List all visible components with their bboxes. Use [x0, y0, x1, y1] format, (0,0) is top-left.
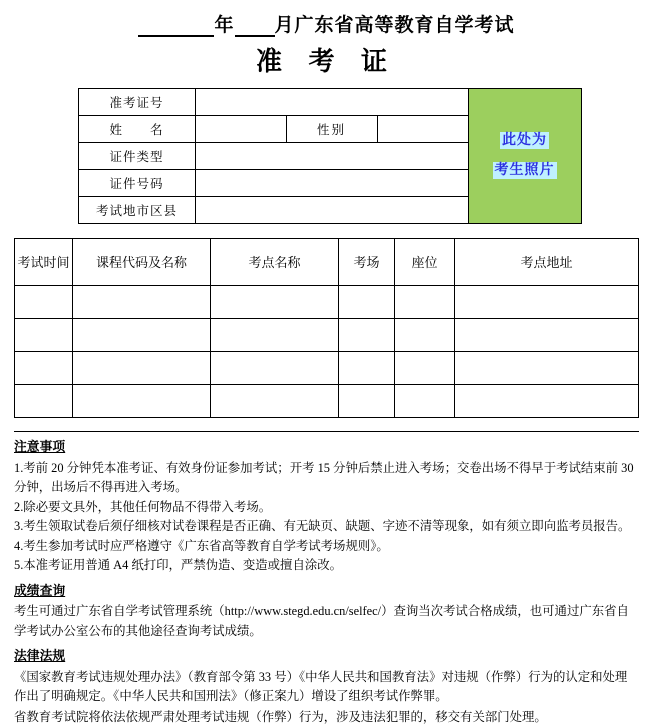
- cell-site-address[interactable]: [455, 286, 639, 319]
- law-paragraph: 《国家教育考试违规处理办法》（教育部令第 33 号）《中华人民共和国教育法》对违规（作弊）行为的认定和处理作出了明确规定。《中华人民共和国刑法》（修正案九）增设了组织考试作弊罪。: [14, 668, 639, 707]
- cell-room[interactable]: [339, 352, 395, 385]
- header-site-name: 考点名称: [211, 239, 339, 286]
- label-exam-region: 考试地市区县: [78, 197, 195, 224]
- cell-exam-time[interactable]: [15, 319, 73, 352]
- cell-course[interactable]: [73, 319, 211, 352]
- label-sex: 性别: [286, 116, 377, 143]
- header-year-unit: 年: [214, 15, 234, 36]
- note-item: 3.考生领取试卷后须仔细核对试卷课程是否正确、有无缺页、缺题、字迹不清等现象，如有须立即向监考员报告。: [14, 517, 639, 537]
- table-row: [15, 385, 639, 418]
- header-exam-time: 考试时间: [15, 239, 73, 286]
- cell-exam-time[interactable]: [15, 385, 73, 418]
- value-id-number[interactable]: [195, 170, 468, 197]
- score-query-title: 成绩查询: [14, 582, 639, 602]
- header-room: 考场: [339, 239, 395, 286]
- notes-title: 注意事项: [14, 438, 639, 458]
- value-sex[interactable]: [377, 116, 468, 143]
- admission-ticket-page: [0, 10, 653, 717]
- value-exam-region[interactable]: [195, 197, 468, 224]
- exam-table-header-row: [15, 239, 639, 286]
- cell-site-name[interactable]: [211, 319, 339, 352]
- cell-room[interactable]: [339, 319, 395, 352]
- law-title: 法律法规: [14, 647, 639, 667]
- note-item: 5.本准考证用普通 A4 纸打印，严禁伪造、变造或擅自涂改。: [14, 556, 639, 576]
- note-item: 4.考生参加考试时应严格遵守《广东省高等教育自学考试考场规则》。: [14, 537, 639, 557]
- cell-exam-time[interactable]: [15, 352, 73, 385]
- cell-course[interactable]: [73, 286, 211, 319]
- page-title: 准 考 证: [14, 41, 639, 78]
- info-table-wrap: [14, 88, 639, 224]
- header-seat: 座位: [395, 239, 455, 286]
- cell-seat[interactable]: [395, 319, 455, 352]
- score-query-text: 考生可通过广东省自学考试管理系统（http://www.stegd.edu.cn/selfec/）查询当次考试合格成绩，也可通过广东省自学考试办公室公布的其他途径查询考试成绩。: [14, 602, 639, 641]
- table-row: [15, 319, 639, 352]
- notes-section: [14, 431, 639, 727]
- table-row: [15, 286, 639, 319]
- cell-room[interactable]: [339, 286, 395, 319]
- photo-line2-text: 考生照片: [493, 162, 557, 179]
- photo-placeholder: [468, 89, 581, 224]
- header-line-1-text: 月广东省高等教育自学考试: [275, 15, 515, 36]
- cell-course[interactable]: [73, 352, 211, 385]
- law-paragraph: 省教育考试院将依法依规严肃处理考试违规（作弊）行为，涉及违法犯罪的，移交有关部门处理。: [14, 708, 639, 727]
- exam-schedule-table: [14, 238, 639, 418]
- value-ticket-number[interactable]: [195, 89, 468, 116]
- month-blank: [235, 18, 275, 37]
- cell-course[interactable]: [73, 385, 211, 418]
- header-course-code-name: 课程代码及名称: [73, 239, 211, 286]
- photo-line1-text: 此处为: [500, 132, 549, 149]
- candidate-info-table: [78, 88, 582, 224]
- cell-seat[interactable]: [395, 352, 455, 385]
- value-id-type[interactable]: [195, 143, 468, 170]
- cell-seat[interactable]: [395, 286, 455, 319]
- note-item: 2.除必要文具外，其他任何物品不得带入考场。: [14, 498, 639, 518]
- header-line-1: [14, 10, 639, 37]
- cell-site-name[interactable]: [211, 385, 339, 418]
- table-row: [15, 352, 639, 385]
- table-row: [78, 89, 581, 116]
- note-item: 1.考前 20 分钟凭本准考证、有效身份证参加考试；开考 15 分钟后禁止进入考场；交卷出场不得早于考试结束前 30 分钟，出场后不得再进入考场。: [14, 459, 639, 498]
- label-id-number: 证件号码: [78, 170, 195, 197]
- cell-seat[interactable]: [395, 385, 455, 418]
- cell-exam-time[interactable]: [15, 286, 73, 319]
- cell-room[interactable]: [339, 385, 395, 418]
- cell-site-address[interactable]: [455, 385, 639, 418]
- photo-text-line1: [473, 126, 577, 156]
- cell-site-name[interactable]: [211, 352, 339, 385]
- value-name[interactable]: [195, 116, 286, 143]
- header-site-address: 考点地址: [455, 239, 639, 286]
- cell-site-address[interactable]: [455, 352, 639, 385]
- cell-site-name[interactable]: [211, 286, 339, 319]
- label-name: 姓 名: [78, 116, 195, 143]
- label-ticket-number: 准考证号: [78, 89, 195, 116]
- photo-text-line2: [473, 156, 577, 186]
- label-id-type: 证件类型: [78, 143, 195, 170]
- cell-site-address[interactable]: [455, 319, 639, 352]
- year-blank: [138, 18, 214, 37]
